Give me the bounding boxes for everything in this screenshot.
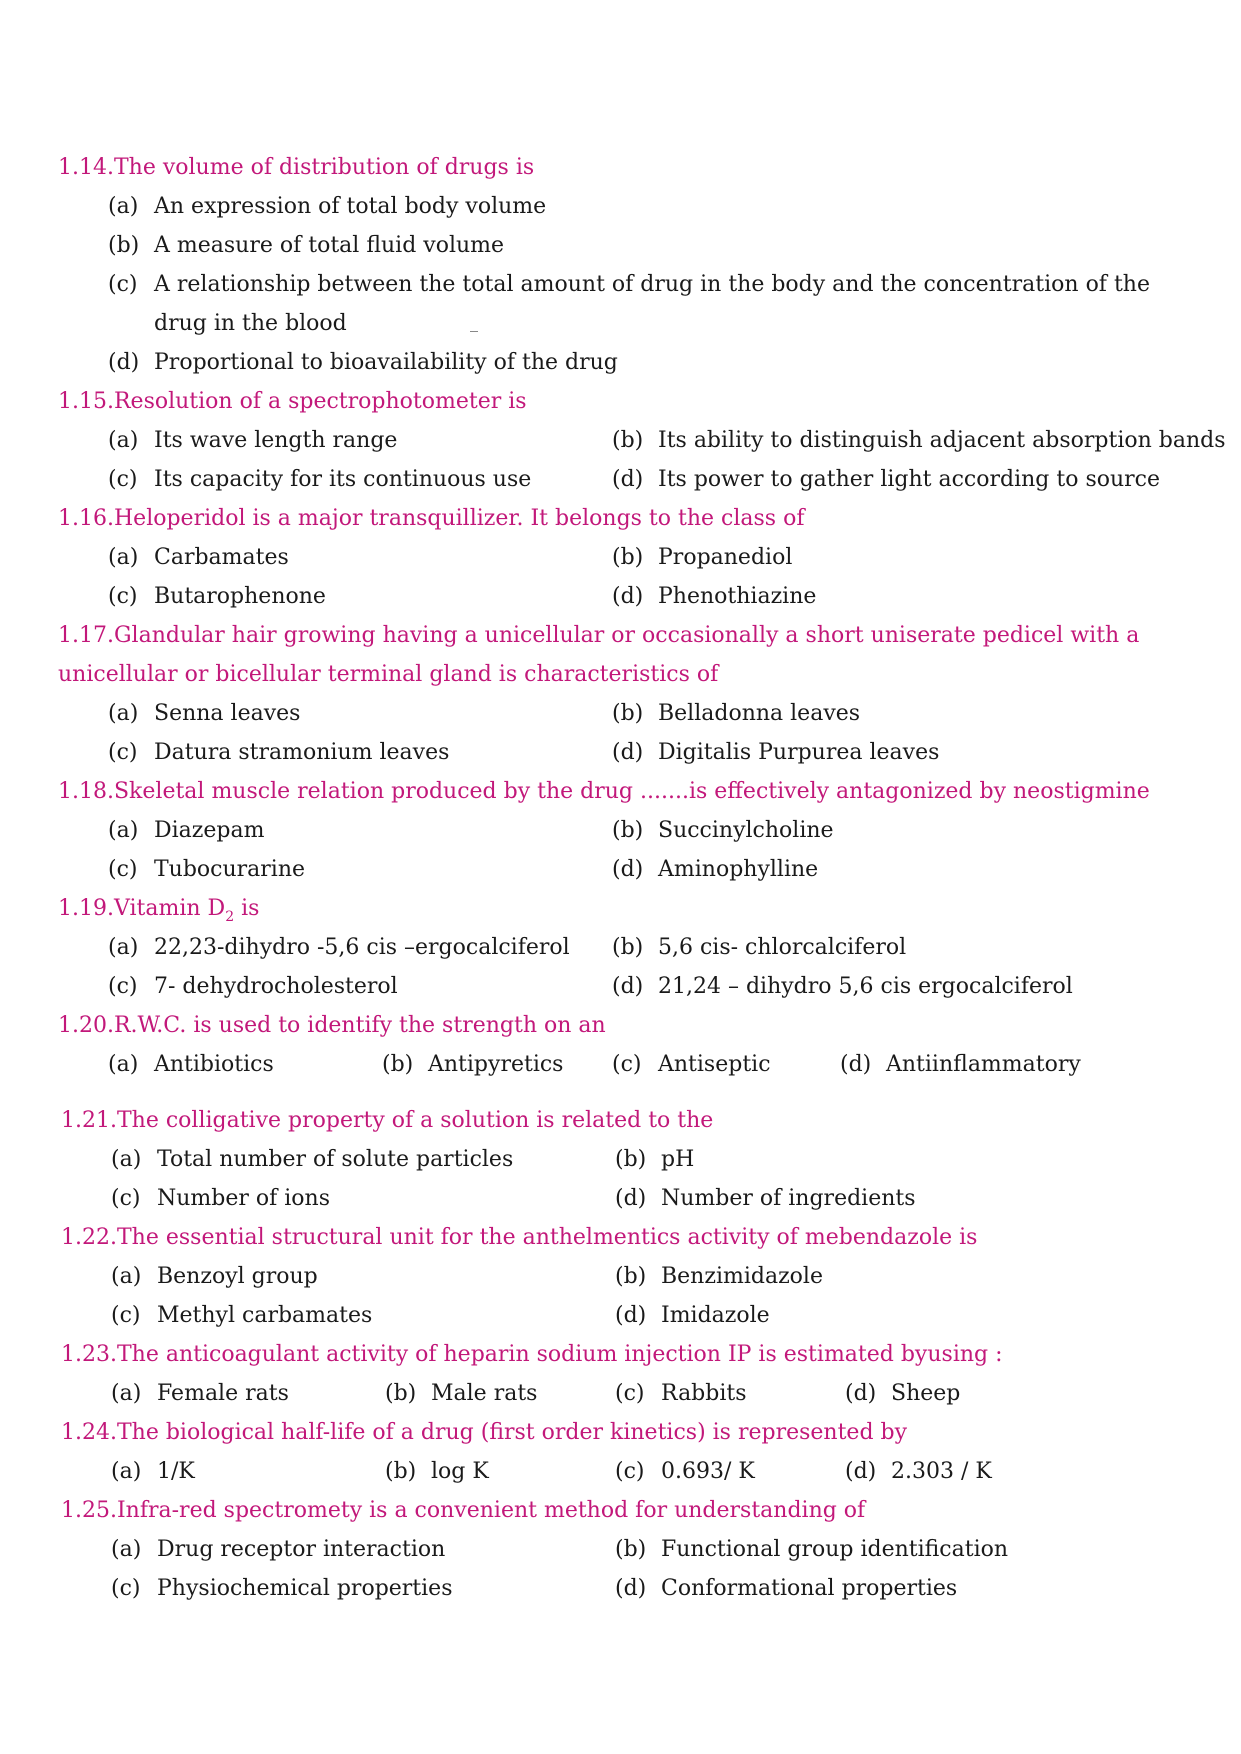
question-1-22 [61, 1218, 977, 1257]
option-label: (c) [111, 1576, 141, 1601]
question-text: Vitamin D [113, 896, 226, 921]
option-a [108, 811, 264, 850]
option-label: (a) [111, 1147, 142, 1172]
question-text-end: is [234, 896, 260, 921]
question-1-25 [61, 1491, 865, 1530]
question-number: 1.21. [61, 1108, 117, 1133]
option-b [612, 421, 1226, 460]
option-c [108, 460, 531, 499]
option-label: (c) [108, 857, 138, 882]
option-d [108, 343, 618, 382]
option-c [111, 1569, 453, 1608]
option-c [612, 1045, 771, 1084]
option-label: (b) [612, 818, 644, 843]
option-c [108, 967, 398, 1006]
option-label: (c) [108, 467, 138, 492]
option-b [385, 1374, 537, 1413]
option-c [615, 1374, 747, 1413]
option-label: (a) [111, 1264, 142, 1289]
question-text: Resolution of a spectrophotometer is [113, 389, 527, 414]
question-text: Heloperidol is a major transquillizer. It belongs to the class of [113, 506, 805, 531]
question-1-14 [58, 148, 534, 187]
option-label: (b) [615, 1264, 647, 1289]
option-label: (b) [615, 1147, 647, 1172]
option-b [612, 811, 834, 850]
option-b [612, 694, 860, 733]
question-text: R.W.C. is used to identify the strength on an [113, 1013, 606, 1038]
option-label: (c) [612, 1052, 642, 1077]
question-1-16 [58, 499, 804, 538]
option-label: (b) [612, 935, 644, 960]
option-text: 5,6 cis- chlorcalciferol [658, 935, 907, 960]
option-text: Its ability to distinguish adjacent absorption bands [658, 428, 1226, 453]
option-a [108, 538, 289, 577]
question-number: 1.22. [61, 1225, 117, 1250]
option-text: Digitalis Purpurea leaves [658, 740, 940, 765]
option-label: (d) [612, 974, 644, 999]
option-label: (b) [385, 1381, 417, 1406]
option-d [615, 1179, 916, 1218]
option-text: A measure of total fluid volume [154, 233, 505, 258]
option-text: 0.693/ K [661, 1459, 755, 1484]
option-a [111, 1140, 513, 1179]
question-1-20 [58, 1006, 606, 1045]
option-text: An expression of total body volume [154, 194, 547, 219]
question-number: 1.25. [61, 1498, 117, 1523]
option-label: (b) [382, 1052, 414, 1077]
option-label: (c) [111, 1303, 141, 1328]
option-d [840, 1045, 1081, 1084]
option-text: Senna leaves [154, 701, 301, 726]
option-label: (b) [612, 545, 644, 570]
question-number: 1.17. [58, 623, 114, 648]
option-label: (a) [108, 935, 139, 960]
option-text: 1/K [157, 1459, 195, 1484]
question-number: 1.18. [58, 779, 114, 804]
option-text: Functional group identification [661, 1537, 1009, 1562]
option-label: (a) [108, 818, 139, 843]
option-a [111, 1530, 445, 1569]
option-label: (a) [111, 1381, 142, 1406]
option-text: 22,23-dihydro -5,6 cis –ergocalciferol [154, 935, 570, 960]
option-label: (b) [385, 1459, 417, 1484]
option-text: Aminophylline [658, 857, 819, 882]
option-text: 7- dehydrocholesterol [154, 974, 398, 999]
option-text: log K [431, 1459, 489, 1484]
option-text: 2.303 / K [891, 1459, 992, 1484]
option-text: Conformational properties [661, 1576, 958, 1601]
option-text: Antiinflammatory [886, 1052, 1081, 1077]
option-c [615, 1452, 755, 1491]
option-label: (c) [108, 974, 138, 999]
option-label: (a) [108, 545, 139, 570]
option-text: Number of ions [157, 1186, 331, 1211]
option-label: (c) [108, 272, 138, 297]
question-1-18 [58, 772, 1150, 811]
option-d [615, 1296, 770, 1335]
option-label: (b) [612, 428, 644, 453]
option-text: Number of ingredients [661, 1186, 916, 1211]
option-label: (b) [615, 1537, 647, 1562]
option-text: Its capacity for its continuous use [154, 467, 532, 492]
option-text: Propanediol [658, 545, 793, 570]
option-label: (c) [615, 1459, 645, 1484]
option-a [108, 694, 300, 733]
option-text: Antiseptic [658, 1052, 771, 1077]
option-a [111, 1452, 195, 1491]
option-text: Male rats [431, 1381, 538, 1406]
option-label: (d) [845, 1381, 877, 1406]
option-text: Belladonna leaves [658, 701, 861, 726]
option-text: Sheep [891, 1381, 961, 1406]
question-text: Infra-red spectromety is a convenient method for understanding of [116, 1498, 866, 1523]
question-1-24 [61, 1413, 907, 1452]
option-text: Carbamates [154, 545, 289, 570]
option-text: 21,24 – dihydro 5,6 cis ergocalciferol [658, 974, 1073, 999]
option-text: Datura stramonium leaves [154, 740, 450, 765]
option-label: (c) [108, 584, 138, 609]
option-label: (d) [615, 1186, 647, 1211]
question-number: 1.23. [61, 1342, 117, 1367]
option-text: Antipyretics [428, 1052, 564, 1077]
option-a [108, 1045, 274, 1084]
option-text: Imidazole [661, 1303, 770, 1328]
option-b [615, 1257, 823, 1296]
option-label: (a) [108, 194, 139, 219]
option-text: Phenothiazine [658, 584, 817, 609]
option-d [845, 1452, 992, 1491]
question-1-17 [58, 616, 1198, 694]
option-text: Benzimidazole [661, 1264, 823, 1289]
option-text: Proportional to bioavailability of the drug [154, 350, 618, 375]
question-text: The essential structural unit for the anthelmentics activity of mebendazole is [116, 1225, 978, 1250]
option-label: (a) [108, 701, 139, 726]
option-d [612, 460, 1160, 499]
option-c [108, 733, 449, 772]
option-text: pH [661, 1147, 695, 1172]
question-1-15 [58, 382, 527, 421]
option-label: (a) [108, 428, 139, 453]
question-text: The anticoagulant activity of heparin sodium injection IP is estimated byusing : [116, 1342, 1003, 1367]
option-label: (b) [612, 701, 644, 726]
option-text: Its wave length range [154, 428, 398, 453]
option-d [612, 733, 939, 772]
question-number: 1.19. [58, 896, 114, 921]
option-d [615, 1569, 957, 1608]
option-d [612, 967, 1073, 1006]
option-b [612, 538, 792, 577]
option-text: Its power to gather light according to source [658, 467, 1161, 492]
subscript: 2 [225, 909, 235, 925]
option-a [111, 1257, 318, 1296]
question-text: The biological half-life of a drug (first order kinetics) is represented by [116, 1420, 908, 1445]
question-1-21 [61, 1101, 713, 1140]
question-text: The colligative property of a solution is related to the [116, 1108, 714, 1133]
option-label: (b) [108, 233, 140, 258]
option-text: Diazepam [154, 818, 265, 843]
option-c [111, 1296, 372, 1335]
option-b [615, 1530, 1008, 1569]
option-label: (a) [111, 1459, 142, 1484]
option-b [615, 1140, 694, 1179]
option-text: Female rats [157, 1381, 289, 1406]
option-label: (d) [612, 467, 644, 492]
question-number: 1.20. [58, 1013, 114, 1038]
question-1-23 [61, 1335, 1003, 1374]
option-text: Butarophenone [154, 584, 326, 609]
question-number: 1.24. [61, 1420, 117, 1445]
option-text: Succinylcholine [658, 818, 834, 843]
option-d [612, 577, 816, 616]
option-label: (c) [111, 1186, 141, 1211]
option-text: Total number of solute particles [157, 1147, 514, 1172]
option-label: (a) [111, 1537, 142, 1562]
option-c [108, 265, 1198, 343]
option-label: (d) [108, 350, 140, 375]
question-number: 1.14. [58, 155, 114, 180]
option-b [612, 928, 906, 967]
option-b [382, 1045, 563, 1084]
option-label: (c) [108, 740, 138, 765]
option-a [108, 421, 397, 460]
option-label: (d) [612, 740, 644, 765]
option-b [385, 1452, 489, 1491]
option-b [108, 226, 504, 265]
option-text: Methyl carbamates [157, 1303, 373, 1328]
option-label: (d) [615, 1576, 647, 1601]
option-label: (d) [612, 857, 644, 882]
option-text: Physiochemical properties [157, 1576, 453, 1601]
option-label: (d) [840, 1052, 872, 1077]
option-c [108, 577, 326, 616]
question-text: The volume of distribution of drugs is [113, 155, 535, 180]
option-label: (d) [612, 584, 644, 609]
option-text: Rabbits [661, 1381, 747, 1406]
question-text: Glandular hair growing having a unicellular or occasionally a short uniserate pedicel with a unicellular or bicellular terminal gland is characteristics of [58, 623, 1140, 687]
option-text: Antibiotics [154, 1052, 274, 1077]
option-a [108, 187, 546, 226]
option-text: Benzoyl group [157, 1264, 318, 1289]
option-a [111, 1374, 289, 1413]
stray-mark [470, 331, 478, 332]
question-text: Skeletal muscle relation produced by the drug .......is effectively antagonized by neostigmine [113, 779, 1150, 804]
option-c [108, 850, 305, 889]
question-number: 1.16. [58, 506, 114, 531]
option-label: (d) [845, 1459, 877, 1484]
option-label: (d) [615, 1303, 647, 1328]
question-number: 1.15. [58, 389, 114, 414]
option-c [111, 1179, 330, 1218]
option-a [108, 928, 570, 967]
option-label: (a) [108, 1052, 139, 1077]
option-label: (c) [615, 1381, 645, 1406]
option-text: Drug receptor interaction [157, 1537, 446, 1562]
option-d [845, 1374, 960, 1413]
option-text: Tubocurarine [154, 857, 306, 882]
option-text: A relationship between the total amount of drug in the body and the concentration of the drug in the blood [154, 272, 1150, 336]
option-d [612, 850, 818, 889]
